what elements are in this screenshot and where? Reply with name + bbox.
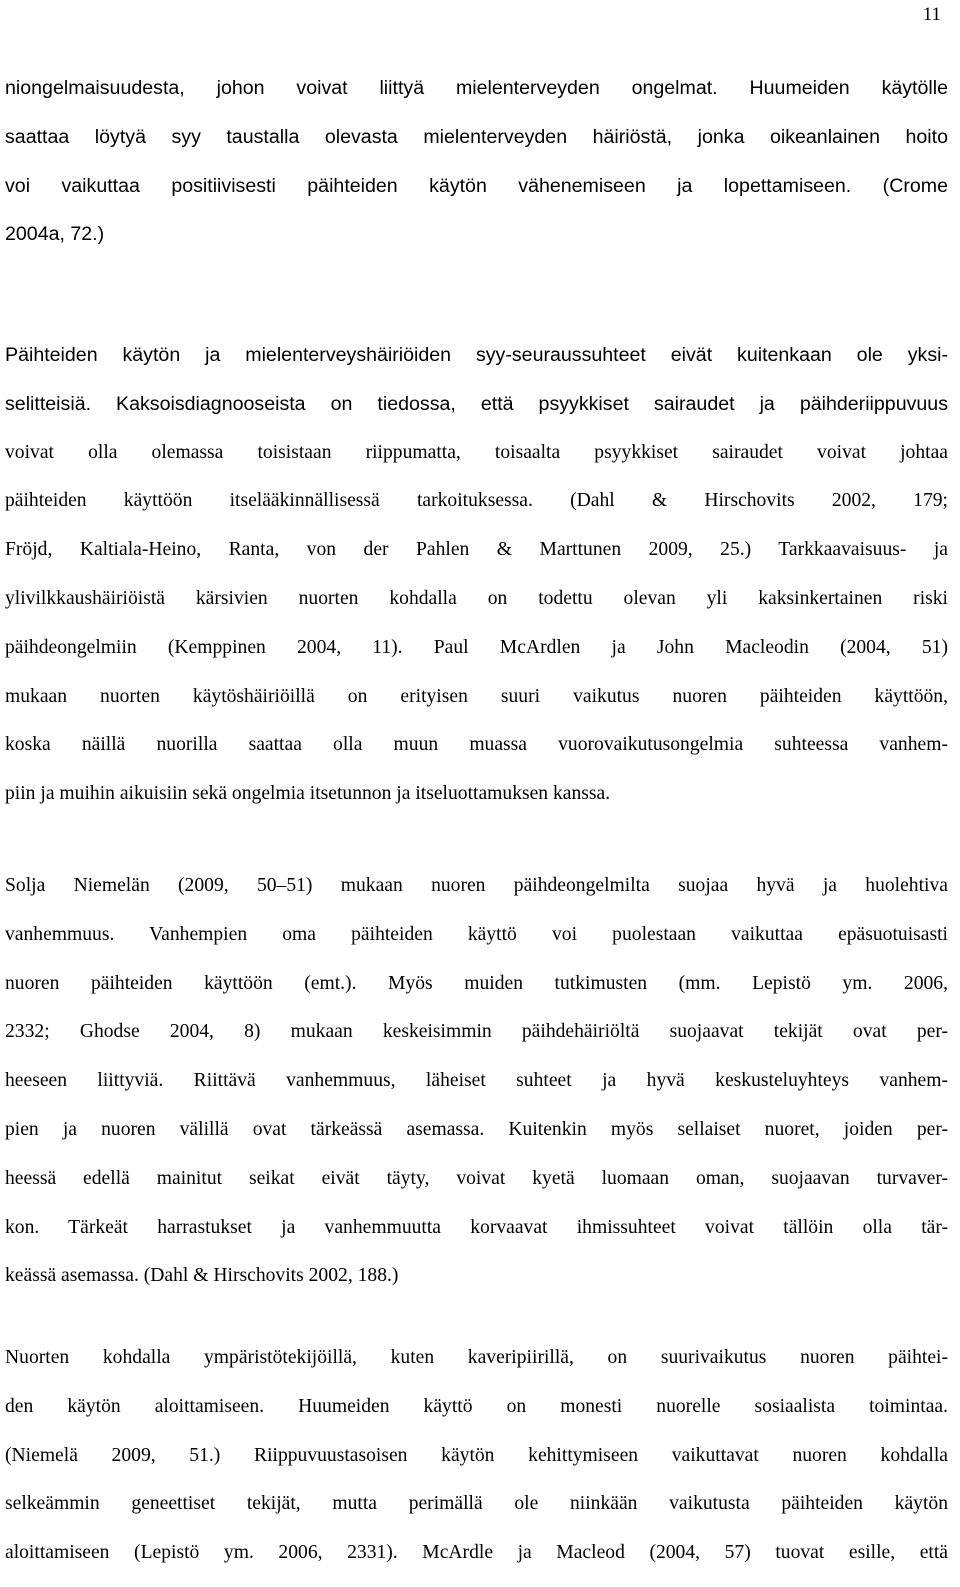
text-line: piin ja muihin aikuisiin sekä ongelmia itsetunnon ja itseluottamuksen kanssa.: [5, 783, 611, 805]
text-line: päihdeongelmiin (Kemppinen 2004, 11). Paul McArdlen ja John Macleodin (2004, 51): [5, 636, 948, 658]
text-line: selitteisiä. Kaksoisdiagnooseista on tiedossa, että psyykkiset sairaudet ja päihderiippuvuus: [5, 392, 948, 415]
text-line: nuoren päihteiden käyttöön (emt.). Myös muiden tutkimusten (mm. Lepistö ym. 2006,: [5, 972, 948, 994]
text-line: mukaan nuorten käytöshäiriöillä on erityisen suuri vaikutus nuoren päihteiden käyttöön,: [5, 685, 948, 707]
paragraph-2-lead: [5, 340, 948, 438]
text-line: (Niemelä 2009, 51.) Riippuvuustasoisen käytön kehittymiseen vaikuttavat nuoren kohdalla: [5, 1444, 948, 1466]
text-line: aloittamiseen (Lepistö ym. 2006, 2331). McArdle ja Macleod (2004, 57) tuovat esille, että: [5, 1542, 948, 1564]
text-line: voi vaikuttaa positiivisesti päihteiden käytön vähenemiseen ja lopettamiseen. (Crome: [5, 174, 948, 197]
text-line: 2332; Ghodse 2004, 8) mukaan keskeisimmin päihdehäiriöltä suojaavat tekijät ovat per-: [5, 1021, 948, 1043]
text-line: Solja Niemelän (2009, 50–51) mukaan nuoren päihdeongelmilta suojaa hyvä ja huolehtiva: [5, 875, 948, 896]
paragraph-4: [5, 1343, 948, 1587]
paragraph-2: [5, 438, 948, 828]
text-line: saattaa löytyä syy taustalla olevasta mielenterveyden häiriöstä, jonka oikeanlainen hoito: [5, 125, 948, 148]
page-number: 11: [922, 4, 941, 25]
text-line: den käytön aloittamiseen. Huumeiden käyttö on monesti nuorelle sosiaalista toimintaa.: [5, 1395, 948, 1417]
text-line: kon. Tärkeät harrastukset ja vanhemmuutta korvaavat ihmissuhteet voivat tällöin olla tär-: [5, 1216, 948, 1238]
text-line: niongelmaisuudesta, johon voivat liittyä mielenterveyden ongelmat. Huumeiden käytölle: [5, 77, 948, 99]
text-line: heeseen liittyviä. Riittävä vanhemmuus, läheiset suhteet ja hyvä keskusteluyhteys vanhem-: [5, 1070, 948, 1092]
text-line: voivat olla olemassa toisistaan riippumatta, toisaalta psyykkiset sairaudet voivat johtaa: [5, 441, 948, 463]
text-line: Nuorten kohdalla ympäristötekijöillä, kuten kaveripiirillä, on suurivaikutus nuoren päihtei-: [5, 1347, 948, 1368]
text-line: Fröjd, Kaltiala-Heino, Ranta, von der Pahlen & Marttunen 2009, 25.) Tarkkaavaisuus- ja: [5, 539, 948, 561]
text-line: pien ja nuoren välillä ovat tärkeässä asemassa. Kuitenkin myös sellaiset nuoret, joiden per-: [5, 1118, 948, 1140]
text-line: vanhemmuus. Vanhempien oma päihteiden käyttö voi puolestaan vaikuttaa epäsuotuisasti: [5, 923, 948, 945]
text-line: koska näillä nuorilla saattaa olla muun muassa vuorovaikutusongelmia suhteessa vanhem-: [5, 734, 948, 756]
text-line: keässä asemassa. (Dahl & Hirschovits 2002, 188.): [5, 1265, 399, 1287]
paragraph-1: [5, 73, 948, 268]
text-line: 2004a, 72.): [5, 223, 105, 246]
paragraph-3: [5, 871, 948, 1310]
text-line: Päihteiden käytön ja mielenterveyshäiriöiden syy-seuraussuhteet eivät kuitenkaan ole yksi-: [5, 344, 948, 366]
text-line: heessä edellä mainitut seikat eivät täyty, voivat kyetä luomaan oman, suojaavan turvaver-: [5, 1167, 948, 1189]
text-line: selkeämmin geneettiset tekijät, mutta perimällä ole niinkään vaikutusta päihteiden käytön: [5, 1493, 948, 1515]
text-line: päihteiden käyttöön itselääkinnällisessä tarkoituksessa. (Dahl & Hirschovits 2002, 179;: [5, 490, 948, 512]
text-line: ylivilkkaushäiriöistä kärsivien nuorten kohdalla on todettu olevan yli kaksinkertainen riski: [5, 587, 948, 609]
